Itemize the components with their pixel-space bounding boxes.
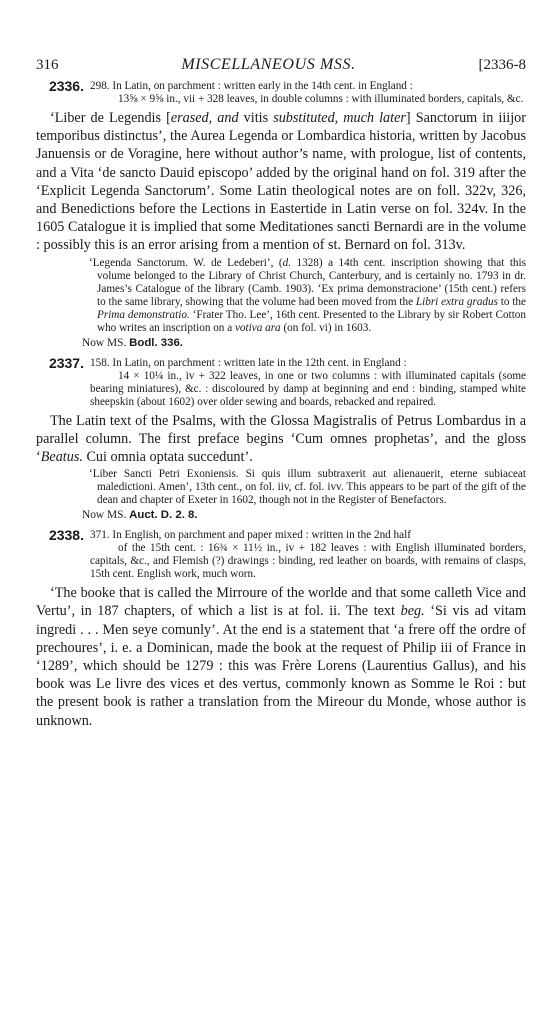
entry-description [90, 357, 526, 409]
entry-header [36, 354, 526, 409]
page-number: 316 [36, 57, 59, 73]
entry-description-rest: 14 × 10¼ in., iv + 322 leaves, in one or two columns : with illuminated capitals (some bearing miniatures), &c. : discoloured by damp at beginning and end : binding, stamped white sheepskin (about 1602) over older sewing and boards, rebacked and repaired. [90, 369, 526, 408]
shelfmark [82, 509, 526, 521]
note-text: to the [497, 295, 526, 308]
body-italic: Beatus. [40, 449, 83, 466]
body-text: The Latin text of the Psalms, with the Glossa Magistralis of Petrus Lombardus in a parallel column. The first preface begins ‘Cum omnes prophetas’, and the gloss ‘ [36, 412, 526, 466]
entry-range: [2336-8 [478, 57, 526, 73]
note-text: ‘Frater Tho. Lee’, 16th cent. Presented to the Library by sir Robert Cotton who writes an inscription on a [97, 308, 526, 334]
note-italic: d. [282, 256, 292, 269]
provenance-note: ‘Liber Sancti Petri Exoniensis. Si quis illum subtraxerit aut alienauerit, eterne subiaceat maledictioni. Amen’, 13th cent., on fol. iiv, cf. fol. ivv. This appears to be part of the gift of the dean and chapter of Exeter in 1602, though not in the Register of Benefactors. [89, 468, 526, 507]
entry-header [36, 529, 526, 581]
page [36, 56, 526, 732]
running-header [36, 56, 526, 74]
running-title: MISCELLANEOUS MSS. [181, 56, 356, 73]
body-italic: substituted, much later [273, 110, 406, 126]
entry-number: 2337. [48, 354, 84, 371]
provenance-note [89, 257, 526, 335]
note-text: (on fol. vi) in 1603. [280, 321, 372, 334]
shelfmark-value: Auct. D. 2. 8. [129, 509, 198, 522]
body-text: ‘Liber de Legendis [ [50, 110, 171, 126]
body-text: ] Sanctorum in iiijor temporibus distinctus’, the Aurea Legenda or Lombardica historia, written by Jacobus Januensis or de Voragine, here without author’s name, with prologue, list of contents, and a Vita ‘de sancto Dauid episcopo’ added by the original hand on fol. 319 after the ‘Explicit Legenda Sanctorum’. Some Latin theological notes are on foll. 322v, 326, and Benedictions before the Lections in Eastertide in Latin verse on fol. 324v. In the 1605 Catalogue it is implied that some Meditationes sancti Bernardi are in the volume : possibly this is an error arising from a mention of st. Bernard on fol. 313v. [36, 110, 526, 254]
entry-description-lead: 158. In Latin, on parchment : written late in the 12th cent. in England : [90, 356, 407, 369]
entry-2337 [36, 354, 526, 522]
body-italic: beg. [400, 603, 425, 620]
entry-description [90, 529, 526, 581]
entry-number: 2336. [48, 78, 84, 94]
body-italic: erased, and [170, 110, 239, 126]
entry-body [36, 412, 526, 467]
entry-description-rest: of the 15th cent. : 16¾ × 11½ in., iv + 182 leaves : with English illuminated borders, capitals, &c., and Flemish (?) drawings : binding, red leather on boards, with remains of clasps, 15th cent. English work, much worn. [90, 542, 526, 581]
entry-number: 2338. [48, 527, 84, 544]
note-italic: Libri extra gradus [415, 295, 498, 308]
entry-body [36, 584, 526, 730]
note-text: ‘Legenda Sanctorum. W. de Ledeberi’, ( [89, 256, 283, 269]
note-text: 1328) a 14th cent. inscription showing that this volume belonged to the Library of Christ Church, Canterbury, and is certainly no. 1793 in dr. James’s Catalogue of the library (Camb. 1903). ‘Ex prima demonstracione’ (15th cent.) refers to the same library, showing that the volume had been moved from the [97, 256, 526, 308]
note-italic: Prima demonstratio. [97, 308, 190, 321]
entry-2336 [36, 80, 526, 349]
entry-header [36, 80, 526, 106]
entry-description-lead: 371. In English, on parchment and paper mixed : written in the 2nd half [90, 529, 411, 542]
body-text: ‘Si vis ad vitam ingredi . . . Men seye comunly’. At the end is a statement that ‘a frere off the ordre of prechoures’, i. e. a Dominican, made the book at the request of Philip iii of France in ‘1289’, which should be 1279 : this was Frère Lorens (Laurentius Gallus), and his book was Le livre des vices et des vertus, commonly known as Somme le Roi : but the present book is rather a translation from the Mireour du Monde, whose author is unknown. [36, 603, 526, 729]
body-text: ‘The booke that is called the Mirroure of the worlde and that some calleth Vice and Vertu’, in 187 chapters, of which a list is at fol. ii. The text [36, 585, 526, 620]
shelfmark-prefix: Now MS. [82, 336, 130, 349]
entry-body [36, 109, 526, 255]
shelfmark-prefix: Now MS. [82, 509, 130, 522]
note-italic: votiva ara [234, 321, 281, 334]
entry-description-lead: 298. In Latin, on parchment : written early in the 14th cent. in England : [90, 80, 413, 92]
shelfmark-value: Bodl. 336. [129, 336, 183, 349]
entry-description [90, 80, 526, 106]
shelfmark [82, 337, 526, 349]
body-text: Cui omnia optata succedunt’. [82, 449, 253, 466]
entry-description-rest: 13⅝ × 9⅝ in., vii + 328 leaves, in double columns : with illuminated borders, capitals, &c. [118, 93, 524, 105]
body-text: vitis [238, 110, 274, 126]
entry-2338 [36, 529, 526, 730]
